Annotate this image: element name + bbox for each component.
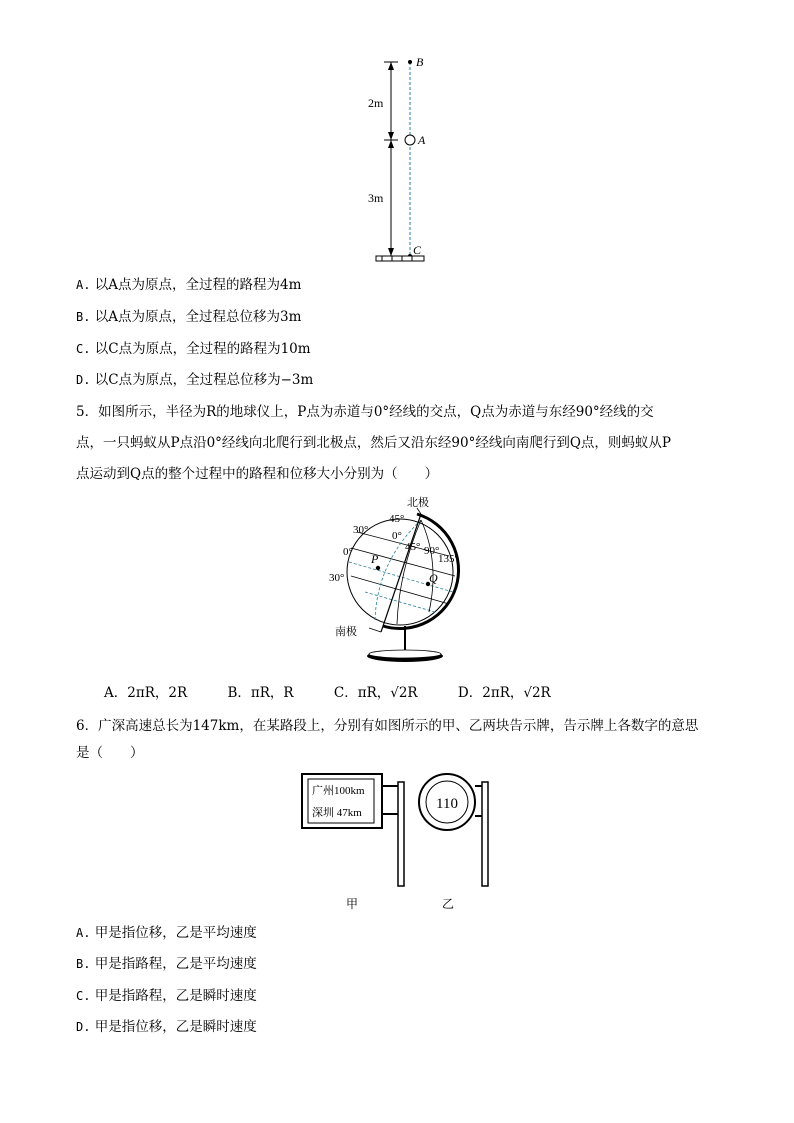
caption-jia: 甲 (346, 897, 359, 911)
label-c: C (413, 243, 422, 257)
dist-top: 2m (368, 96, 384, 110)
q6-option-c: C. 甲是指路程，乙是瞬时速度 (76, 988, 257, 1004)
fig1-diagram (360, 52, 450, 266)
lon90: 90° (424, 545, 440, 557)
q6-option-b: B. 甲是指路程，乙是平均速度 (76, 956, 257, 972)
q4-option-b: B. 以A点为原点，全过程总位移为3m (76, 309, 302, 325)
q4-option-c: C. 以C点为原点，全过程的路程为10m (76, 341, 311, 357)
lon135: 135° (438, 553, 459, 565)
q6-stem-line1: 6．广深高速总长为147km，在某路段上，分别有如图所示的甲、乙两块告示牌，告示牌上各数字的意思 (76, 718, 699, 734)
q5-stem-line2: 点，一只蚂蚁从P点沿0°经线向北爬行到北极点，然后又沿东经90°经线向南爬行到Q点，则蚂蚁从P (76, 435, 672, 451)
q-label: Q (429, 571, 438, 585)
q5-stem-line1: 5．如图所示，半径为R的地球仪上，P点为赤道与0°经线的交点，Q点为赤道与东经90°经线的交 (76, 404, 654, 420)
q6-option-a: A. 甲是指位移，乙是平均速度 (76, 925, 257, 941)
lon0: 0° (392, 530, 402, 542)
q5-option-a: A．2πR，2R (104, 685, 188, 701)
lon45-b: 45° (405, 541, 421, 553)
sign-jia-line2: 深圳 47km (312, 807, 362, 819)
north-label: 北极 (407, 497, 429, 509)
lat30-bottom: 30° (329, 572, 345, 584)
globe-diagram (325, 492, 485, 667)
q6-option-d: D. 甲是指位移，乙是瞬时速度 (76, 1019, 257, 1035)
caption-yi: 乙 (442, 897, 455, 911)
sign-jia-line1: 广州100km (312, 785, 365, 797)
q6-stem-line2: 是（ ） (76, 745, 144, 761)
signs-diagram (300, 770, 500, 890)
lat0: 0° (343, 546, 353, 558)
south-label: 南极 (335, 626, 357, 638)
q4-option-a: A. 以A点为原点，全过程的路程为4m (76, 277, 302, 293)
q5-stem-line3: 点运动到Q点的整个过程中的路程和位移大小分别为（ ） (76, 466, 439, 482)
label-a: A (418, 133, 426, 147)
q5-option-c: C．πR，√2R (333, 685, 418, 701)
q5-option-b: B．πR，R (227, 685, 294, 701)
q4-option-d: D. 以C点为原点，全过程总位移为−3m (76, 372, 314, 388)
lon45-a: 45° (389, 513, 405, 525)
q5-option-d: D．2πR，√2R (457, 685, 551, 701)
sign-yi-value: 110 (436, 796, 458, 812)
q5-options (104, 684, 587, 702)
lat30-top: 30° (353, 524, 369, 536)
label-b: B (416, 55, 424, 69)
p-label: P (371, 552, 379, 566)
dist-bottom: 3m (368, 191, 384, 205)
